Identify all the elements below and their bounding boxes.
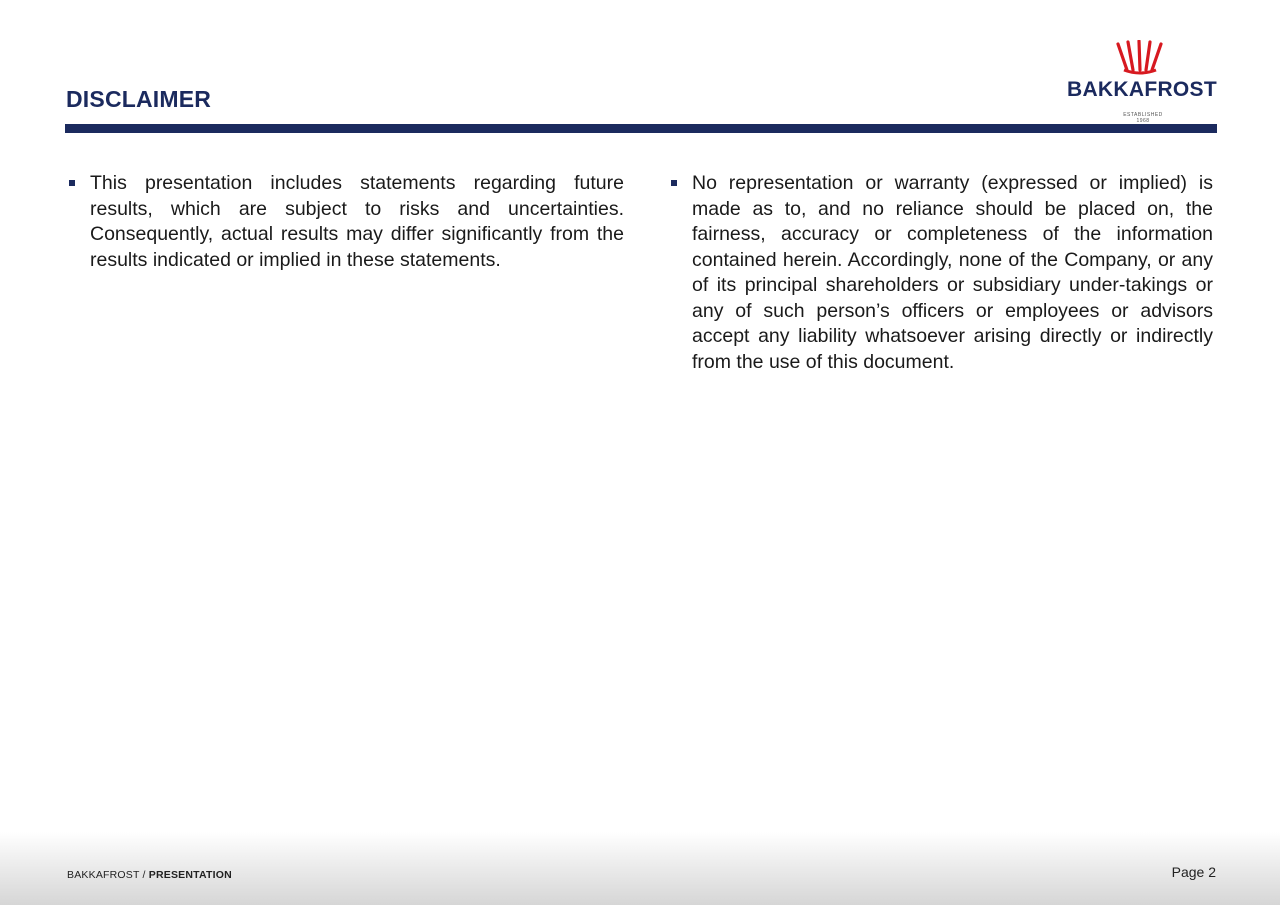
header-divider (65, 124, 1217, 133)
logo-tagline: ESTABLISHED 1968 (1123, 112, 1163, 124)
left-bullet-text: This presentation includes statements regarding future results, which are subject to risks and uncertainties. Consequently, actual results may differ significantly from the results indicated or implied in these statements. (90, 172, 624, 271)
logo-wordmark: BAKKAFROST (1067, 78, 1217, 101)
footer-brand: BAKKAFROST / (67, 869, 146, 881)
footer-label (67, 869, 232, 881)
bullet-marker-icon (69, 180, 75, 186)
page-number: Page 2 (1171, 864, 1216, 880)
footer-section: PRESENTATION (148, 869, 232, 881)
right-bullet-text: No representation or warranty (expressed or implied) is made as to, and no reliance should be placed on, the fairness, accuracy or completeness of the information contained herein. Accordingly, none of the Company, or any of its principal shareholders or subsidiary under-takings or any of such person’s officers or employees or advisors accept any liability whatsoever arising directly or indirectly from the use of this document. (692, 172, 1213, 373)
page-title: DISCLAIMER (66, 86, 212, 112)
crown-icon (1114, 40, 1170, 76)
bullet-marker-icon (671, 180, 677, 186)
company-logo (1062, 40, 1222, 124)
